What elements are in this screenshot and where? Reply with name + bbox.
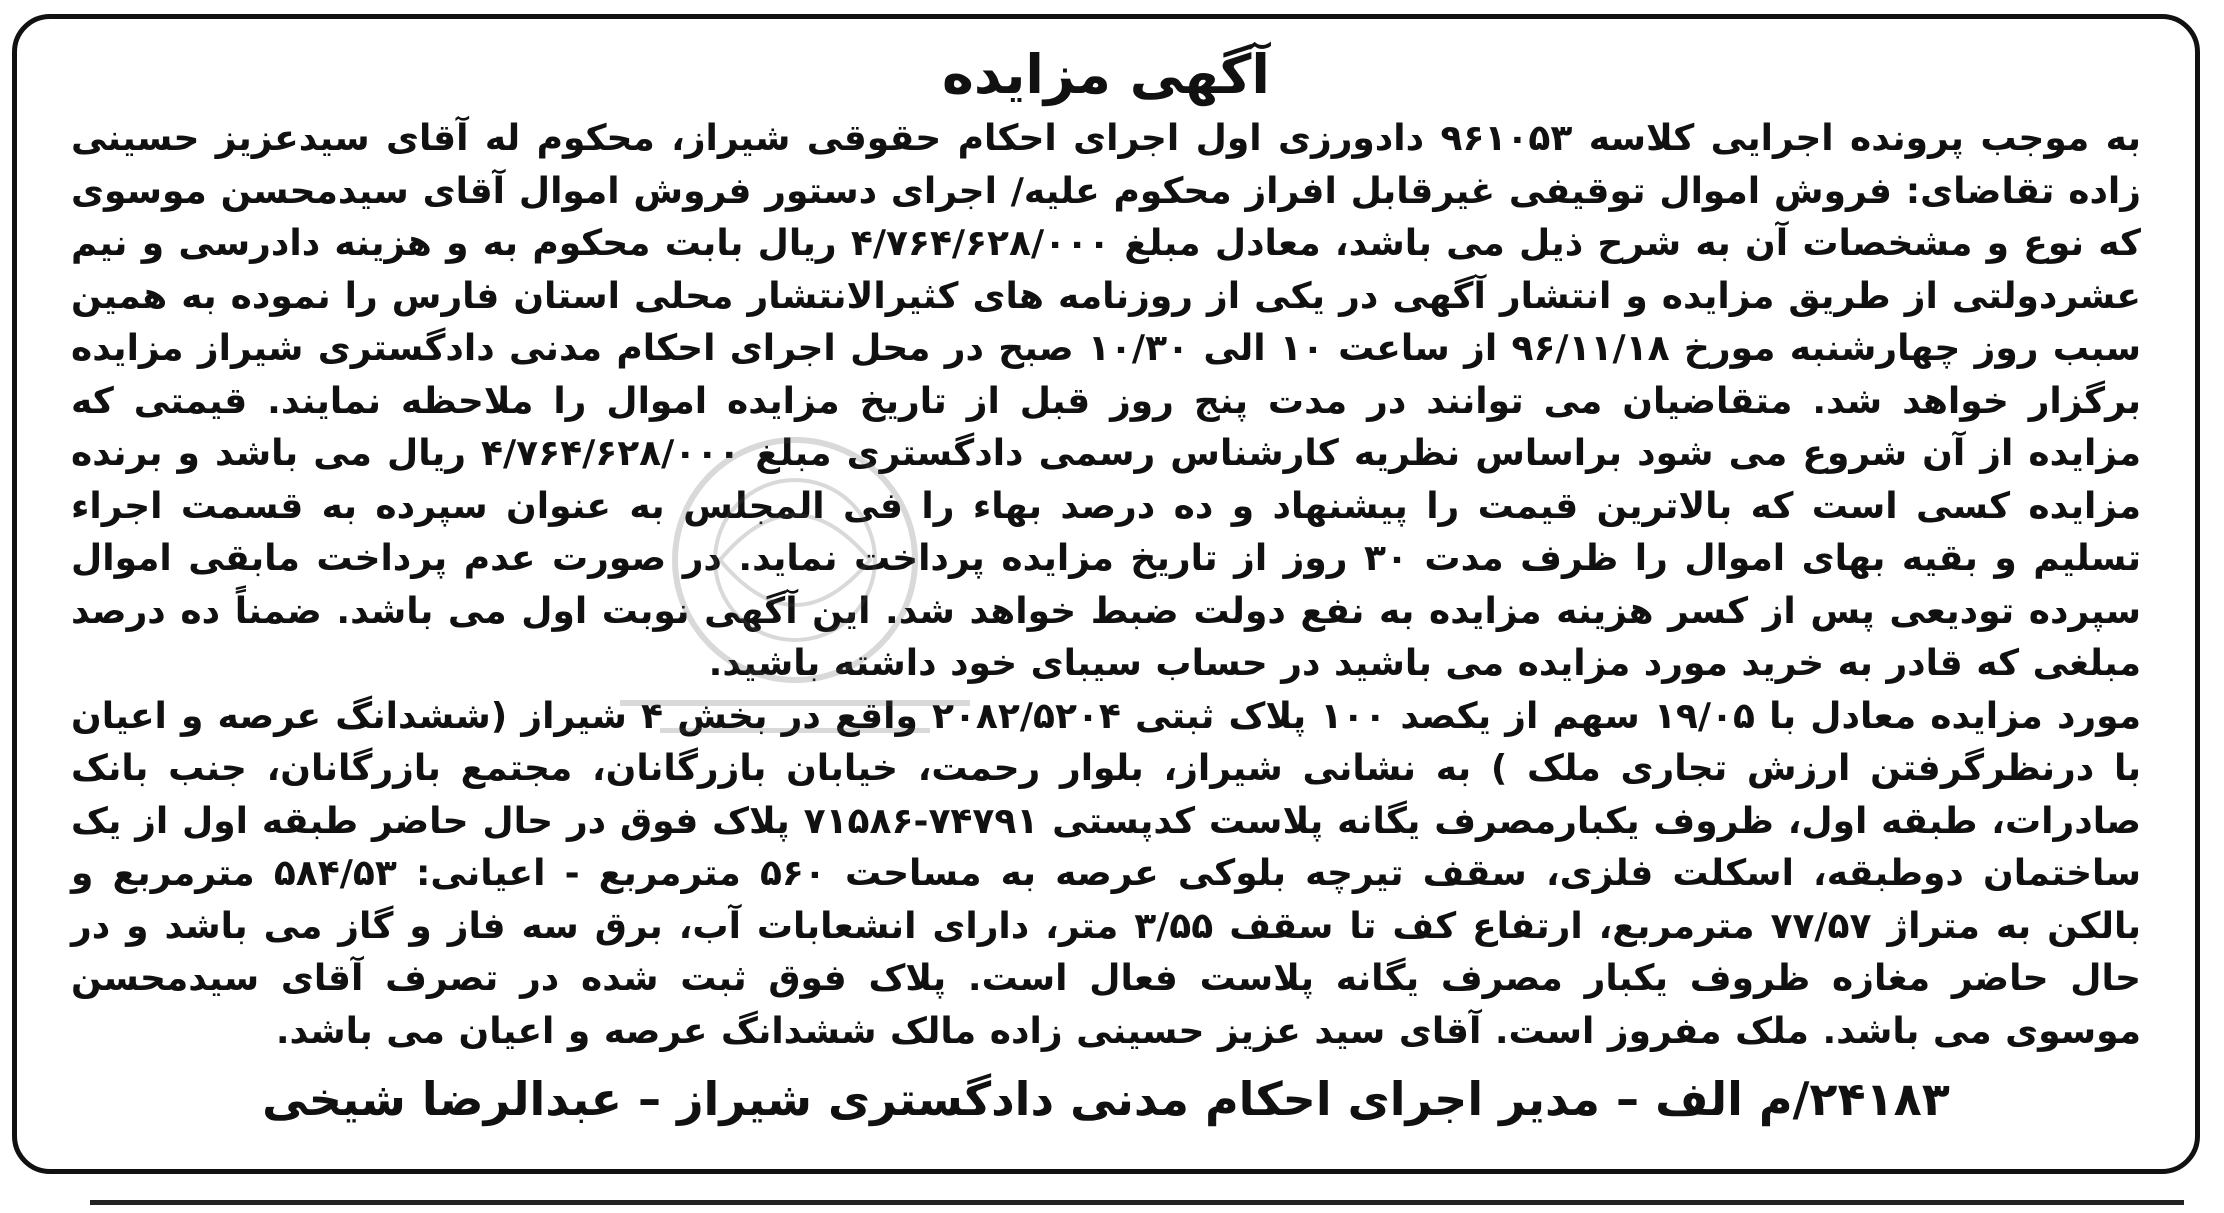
notice-frame xyxy=(12,14,2200,1174)
notice-title: آگهی مزایده xyxy=(942,43,1270,106)
auction-terms-paragraph: به موجب پرونده اجرایی کلاسه ۹۶۱۰۵۳ دادورزی اول اجرای احکام حقوقی شیراز، محکوم له آقای سیدعزیز حسینی زاده تقاضای: فروش اموال توقیفی غیرقابل افراز محکوم علیه/ اجرای دستور فروش اموال آقای سیدمحسن موسوی که نوع و مشخصات آن به شرح ذیل می باشد، معادل مبلغ ۴/۷۶۴/۶۲۸/۰۰۰ ریال بابت محکوم به و هزینه دادرسی و نیم عشردولتی از طریق مزایده و انتشار آگهی در یکی از روزنامه های کثیرالانتشار محلی استان فارس را نموده به همین سبب روز چهارشنبه مورخ ۹۶/۱۱/۱۸ از ساعت ۱۰ الی ۱۰/۳۰ صبح در محل اجرای احکام مدنی دادگستری شیراز مزایده برگزار خواهد شد. متقاضیان می توانند در مدت پنج روز قبل از تاریخ مزایده اموال را ملاحظه نمایند. قیمتی که مزایده از آن شروع می شود براساس نظریه کارشناس رسمی دادگستری مبلغ ۴/۷۶۴/۶۲۸/۰۰۰ ریال می باشد و برنده مزایده کسی است که بالاترین قیمت را پیشنهاد و ده درصد بهاء را فی المجلس به عنوان سپرده به قسمت اجراء تسلیم و بقیه بهای اموال را ظرف مدت ۳۰ روز از تاریخ مزایده پرداخت نماید. در صورت عدم پرداخت مابقی اموال سپرده تودیعی پس از کسر هزینه مزایده به نفع دولت ضبط خواهد شد. این آگهی نوبت اول می باشد. ضمناً ده درصد مبلغی که قادر به خرید مورد مزایده می باشید در حساب سیبای خود داشته باشید. xyxy=(71,118,2141,684)
notice-signature: ۲۴۱۸۳/م الف – مدیر اجرای احکام مدنی دادگستری شیراز – عبدالرضا شیخی xyxy=(262,1072,1950,1126)
bottom-divider xyxy=(90,1200,2184,1205)
property-description-paragraph: مورد مزایده معادل با ۱۹/۰۵ سهم از یکصد ۱۰۰ پلاک ثبتی ۲۰۸۲/۵۲۰۴ واقع در بخش ۴ شیراز (ششدانگ عرصه و اعیان با درنظرگرفتن ارزش تجاری ملک ) به نشانی شیراز، بلوار رحمت، خیابان بازرگانان، مجتمع بازرگانان، جنب بانک صادرات، طبقه اول، ظروف یکبارمصرف یگانه پلاست کدپستی ۷۴۷۹۱-۷۱۵۸۶ پلاک فوق در حال حاضر طبقه اول از یک ساختمان دوطبقه، اسکلت فلزی، سقف تیرچه بلوکی عرصه به مساحت ۵۶۰ مترمربع - اعیانی: ۵۸۴/۵۳ مترمربع و بالکن به متراژ ۷۷/۵۷ مترمربع، ارتفاع کف تا سقف ۳/۵۵ متر، دارای انشعابات آب، برق سه فاز و گاز می باشد و در حال حاضر مغازه ظروف یکبار مصرف یگانه پلاست فعال است. پلاک فوق ثبت شده در تصرف آقای سیدمحسن موسوی می باشد. ملک مفروز است. آقای سید عزیز حسینی زاده مالک ششدانگ عرصه و اعیان می باشد. xyxy=(71,695,2142,1052)
